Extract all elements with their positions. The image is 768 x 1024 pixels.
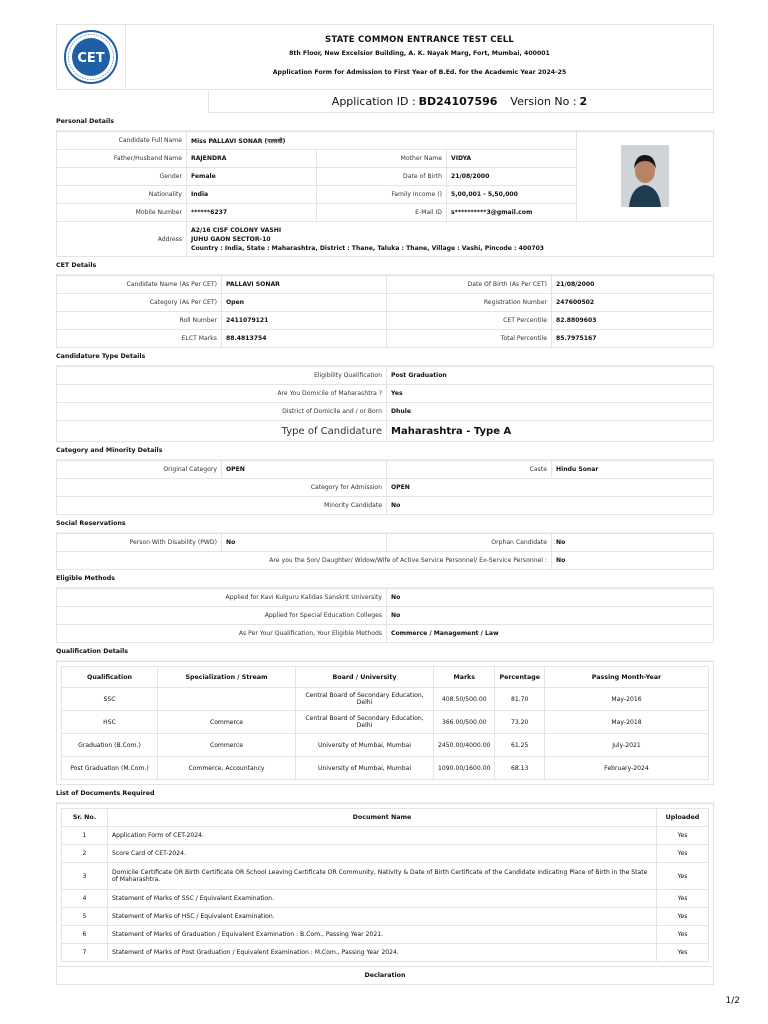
orphan-value: No xyxy=(552,534,714,552)
registration-value: 247600502 xyxy=(552,294,714,312)
name-value: Miss PALLAVI SONAR (पल्लवी) xyxy=(187,132,577,150)
section-eligible-methods: Eligible Methods xyxy=(56,570,714,588)
qual-header: Qualification xyxy=(62,667,158,688)
cet-category-value: Open xyxy=(222,294,387,312)
qual-cell: Graduation (B.Com.) xyxy=(62,734,158,757)
qual-cell xyxy=(158,688,296,711)
cet-logo-icon xyxy=(63,29,119,85)
qual-cell: 68.13 xyxy=(495,757,545,780)
admission-category-label: Category for Admission xyxy=(57,479,387,497)
special-ed-value: No xyxy=(387,607,714,625)
pwd-value: No xyxy=(222,534,387,552)
doc-uploaded: Yes xyxy=(657,890,709,908)
pwd-label: Person With Disability (PWD) xyxy=(57,534,222,552)
qual-header: Percentage xyxy=(495,667,545,688)
qualification-table xyxy=(61,666,709,780)
email-label: E-Mail ID xyxy=(317,204,447,222)
cet-table xyxy=(56,275,714,348)
doc-name: Statement of Marks of Graduation / Equivalent Examination : B.Com., Passing Year 2021. xyxy=(108,926,657,944)
service-label: Are you the Son/ Daughter/ Widow/Wife of Active Service Personnel/ Ex-Service Personnel : xyxy=(57,552,552,570)
name-label: Candidate Full Name xyxy=(57,132,187,150)
doc-row xyxy=(62,845,709,863)
qual-cell: SSC xyxy=(62,688,158,711)
doc-uploaded: Yes xyxy=(657,944,709,962)
cet-name-label: Candidate Name (As Per CET) xyxy=(57,276,222,294)
caste-value: Hindu Sonar xyxy=(552,461,714,479)
qual-cell: February-2024 xyxy=(544,757,708,780)
eligibility-label: Eligibility Qualification xyxy=(57,367,387,385)
section-personal: Personal Details xyxy=(56,113,714,131)
email-value: s**********3@gmail.com xyxy=(447,204,577,222)
doc-header: Document Name xyxy=(108,809,657,827)
income-label: Family Income () xyxy=(317,186,447,204)
address-label: Address xyxy=(57,222,187,257)
qual-cell: 2450.00/4000.00 xyxy=(434,734,495,757)
section-cet: CET Details xyxy=(56,257,714,275)
doc-uploaded: Yes xyxy=(657,845,709,863)
section-qualification: Qualification Details xyxy=(56,643,714,661)
qual-cell: 61.25 xyxy=(495,734,545,757)
elct-value: 88.4813754 xyxy=(222,330,387,348)
domicile-value: Yes xyxy=(387,385,714,403)
version-label: Version No : xyxy=(510,94,577,108)
qual-header: Specialization / Stream xyxy=(158,667,296,688)
doc-uploaded: Yes xyxy=(657,908,709,926)
qual-header: Board / University xyxy=(296,667,434,688)
doc-name: Statement of Marks of SSC / Equivalent Examination. xyxy=(108,890,657,908)
elct-label: ELCT Marks xyxy=(57,330,222,348)
qual-cell: 366.00/500.00 xyxy=(434,711,495,734)
doc-row xyxy=(62,908,709,926)
gender-value: Female xyxy=(187,168,317,186)
special-ed-label: Applied for Special Education Colleges xyxy=(57,607,387,625)
address-line-2: JUHU GAON SECTOR-10 xyxy=(191,235,271,243)
admission-category-value: OPEN xyxy=(387,479,714,497)
methods-label: As Per Your Qualification, Your Eligible Methods xyxy=(57,625,387,643)
original-category-value: OPEN xyxy=(222,461,387,479)
doc-sr: 2 xyxy=(62,845,108,863)
district-label: District of Domicile and / or Born xyxy=(57,403,387,421)
category-table-2 xyxy=(56,479,714,515)
address-line-3: Country : India, State : Maharashtra, District : Thane, Taluka : Thane, Village : Vashi, Pincode : 400703 xyxy=(191,244,545,252)
form-header xyxy=(56,24,714,90)
roll-value: 2411079121 xyxy=(222,312,387,330)
doc-row xyxy=(62,890,709,908)
qual-cell: 408.50/500.00 xyxy=(434,688,495,711)
doc-row xyxy=(62,926,709,944)
doc-name: Statement of Marks of HSC / Equivalent Examination. xyxy=(108,908,657,926)
doc-sr: 3 xyxy=(62,863,108,890)
qual-row xyxy=(62,757,709,780)
eligible-methods-table xyxy=(56,588,714,643)
qual-cell: Commerce xyxy=(158,711,296,734)
app-id-label: Application ID : xyxy=(331,94,416,108)
version-value: 2 xyxy=(579,94,588,108)
caste-label: Caste xyxy=(387,461,552,479)
qual-header: Marks xyxy=(434,667,495,688)
candidature-type-value: Maharashtra - Type A xyxy=(387,421,714,442)
address-value xyxy=(187,222,714,257)
doc-uploaded: Yes xyxy=(657,863,709,890)
doc-sr: 6 xyxy=(62,926,108,944)
doc-name: Application Form of CET-2024. xyxy=(108,827,657,845)
application-form xyxy=(56,24,714,985)
doc-uploaded: Yes xyxy=(657,926,709,944)
mobile-value: ******6237 xyxy=(187,204,317,222)
mobile-label: Mobile Number xyxy=(57,204,187,222)
cet-logo xyxy=(57,25,126,89)
declaration-heading: Declaration xyxy=(56,967,714,985)
section-social: Social Reservations xyxy=(56,515,714,533)
total-percentile-value: 85.7975167 xyxy=(552,330,714,348)
kalidas-label: Applied for Kavi Kulguru Kalidas Sanskrit University xyxy=(57,589,387,607)
documents-table xyxy=(61,808,709,962)
cet-name-value: PALLAVI SONAR xyxy=(222,276,387,294)
application-id-bar xyxy=(208,90,714,113)
qual-cell: 1090.00/1600.00 xyxy=(434,757,495,780)
cell-address: 8th Floor, New Excelsior Building, A. K. Nayak Marg, Fort, Mumbai, 400001 xyxy=(289,50,550,57)
app-id-value: BD24107596 xyxy=(418,94,498,108)
father-label: Father/Husband Name xyxy=(57,150,187,168)
section-documents: List of Documents Required xyxy=(56,785,714,803)
doc-sr: 4 xyxy=(62,890,108,908)
svg-text:CET: CET xyxy=(77,51,105,66)
section-candidature: Candidature Type Details xyxy=(56,348,714,366)
cet-category-label: Category (As Per CET) xyxy=(57,294,222,312)
social-table xyxy=(56,533,714,570)
qual-cell: July-2021 xyxy=(544,734,708,757)
qual-cell: University of Mumbai, Mumbai xyxy=(296,757,434,780)
nationality-value: India xyxy=(187,186,317,204)
kalidas-value: No xyxy=(387,589,714,607)
qual-cell: Central Board of Secondary Education, Delhi xyxy=(296,688,434,711)
doc-row xyxy=(62,827,709,845)
qual-cell: May-2018 xyxy=(544,711,708,734)
domicile-label: Are You Domicile of Maharashtra ? xyxy=(57,385,387,403)
service-value: No xyxy=(552,552,714,570)
qual-cell: Post Graduation (M.Com.) xyxy=(62,757,158,780)
cet-dob-label: Date Of Birth (As Per CET) xyxy=(387,276,552,294)
doc-sr: 1 xyxy=(62,827,108,845)
qual-cell: Central Board of Secondary Education, Delhi xyxy=(296,711,434,734)
category-table xyxy=(56,460,714,479)
gender-label: Gender xyxy=(57,168,187,186)
orphan-label: Orphan Candidate xyxy=(387,534,552,552)
roll-label: Roll Number xyxy=(57,312,222,330)
qual-cell: HSC xyxy=(62,711,158,734)
qual-cell: Commerce xyxy=(158,734,296,757)
father-value: RAJENDRA xyxy=(187,150,317,168)
qual-cell: Commerce, Accountancy xyxy=(158,757,296,780)
photo-cell xyxy=(577,132,714,222)
mother-label: Mother Name xyxy=(317,150,447,168)
doc-sr: 5 xyxy=(62,908,108,926)
doc-header: Sr. No. xyxy=(62,809,108,827)
dob-value: 21/08/2000 xyxy=(447,168,577,186)
qual-row xyxy=(62,734,709,757)
qual-row xyxy=(62,711,709,734)
qual-header: Passing Month-Year xyxy=(544,667,708,688)
cet-percentile-value: 82.8809603 xyxy=(552,312,714,330)
cet-dob-value: 21/08/2000 xyxy=(552,276,714,294)
candidate-photo xyxy=(621,145,669,207)
doc-row xyxy=(62,944,709,962)
registration-label: Registration Number xyxy=(387,294,552,312)
cet-percentile-label: CET Percentile xyxy=(387,312,552,330)
minority-value: No xyxy=(387,497,714,515)
doc-sr: 7 xyxy=(62,944,108,962)
eligibility-value: Post Graduation xyxy=(387,367,714,385)
doc-name: Domicile Certificate OR Birth Certificate OR School Leaving Certificate OR Community, Nativity & Date of Birth Certificate of the Candidate indicating Place of Birth in the State of Maharashtra. xyxy=(108,863,657,890)
original-category-label: Original Category xyxy=(57,461,222,479)
address-line-1: A2/16 CISF COLONY VASHI xyxy=(191,226,282,234)
page-number: 1/2 xyxy=(725,996,740,1006)
section-category: Category and Minority Details xyxy=(56,442,714,460)
doc-name: Score Card of CET-2024. xyxy=(108,845,657,863)
mother-value: VIDYA xyxy=(447,150,577,168)
income-value: 5,00,001 - 5,50,000 xyxy=(447,186,577,204)
nationality-label: Nationality xyxy=(57,186,187,204)
district-value: Dhule xyxy=(387,403,714,421)
total-percentile-label: Total Percentile xyxy=(387,330,552,348)
qual-cell: 81.70 xyxy=(495,688,545,711)
personal-table xyxy=(56,131,714,257)
candidature-type-label: Type of Candidature xyxy=(57,421,387,442)
doc-uploaded: Yes xyxy=(657,827,709,845)
dob-label: Date of Birth xyxy=(317,168,447,186)
qual-cell: 73.20 xyxy=(495,711,545,734)
doc-name: Statement of Marks of Post Graduation / Equivalent Examination : M.Com., Passing Year 2024. xyxy=(108,944,657,962)
methods-value: Commerce / Management / Law xyxy=(387,625,714,643)
candidature-table xyxy=(56,366,714,442)
minority-label: Minority Candidate xyxy=(57,497,387,515)
qual-cell: May-2016 xyxy=(544,688,708,711)
cell-title: STATE COMMON ENTRANCE TEST CELL xyxy=(325,35,514,45)
doc-row xyxy=(62,863,709,890)
form-title: Application Form for Admission to First Year of B.Ed. for the Academic Year 2024-25 xyxy=(272,69,567,76)
doc-header: Uploaded xyxy=(657,809,709,827)
qual-row xyxy=(62,688,709,711)
qual-cell: University of Mumbai, Mumbai xyxy=(296,734,434,757)
